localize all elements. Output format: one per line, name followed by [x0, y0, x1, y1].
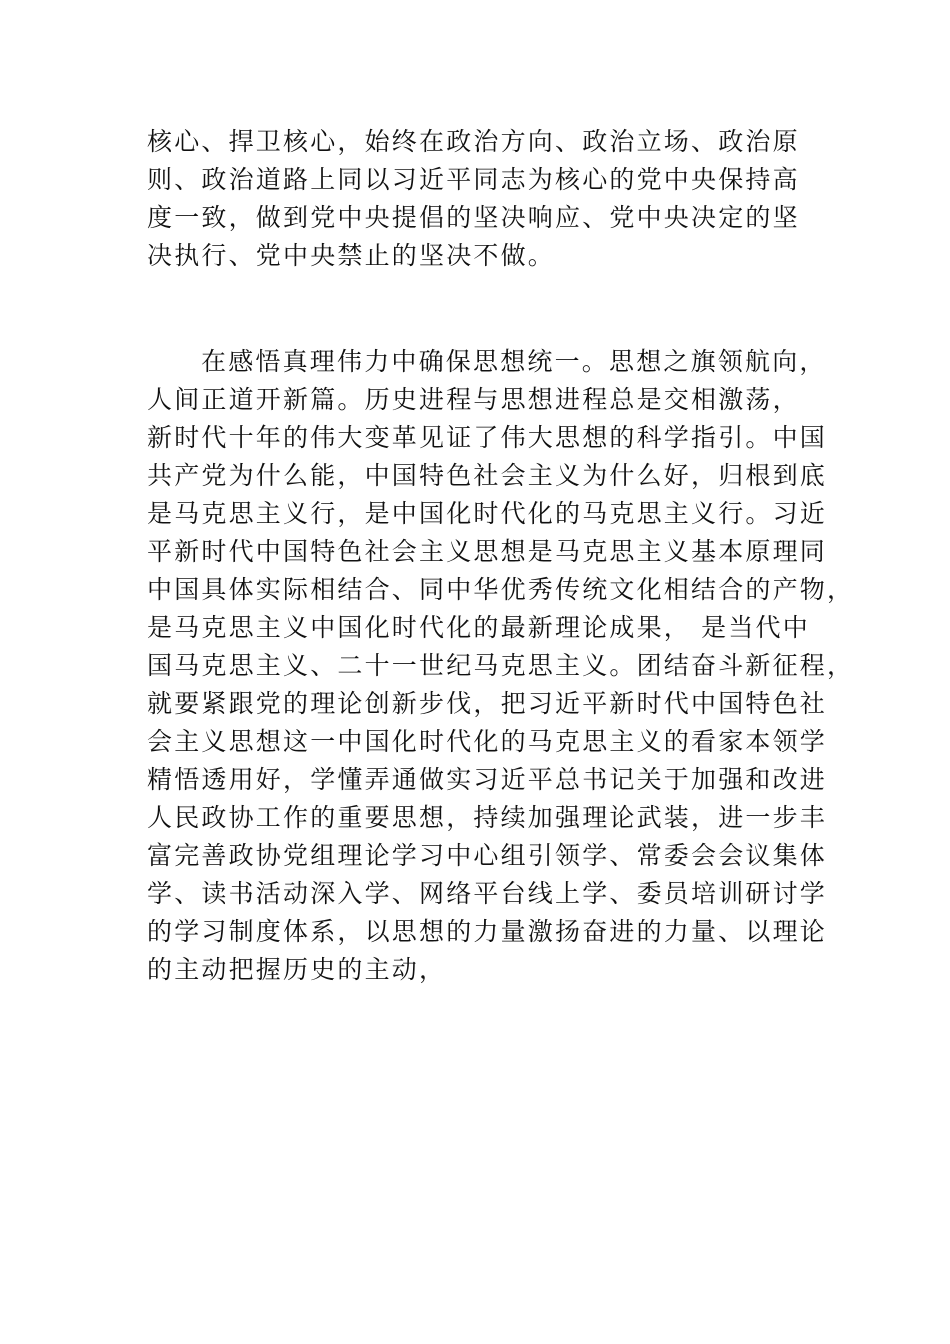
text-line: 就要紧跟党的理论创新步伐，把习近平新时代中国特色社: [147, 689, 828, 718]
text-line: 核心、捍卫核心，始终在政治方向、政治立场、政治原: [147, 127, 800, 156]
text-line: 人民政协工作的重要思想，持续加强理论武装，进一步丰: [147, 803, 828, 832]
text-line: 富完善政协党组理论学习中心组引领学、常委会会议集体: [147, 841, 828, 870]
text-line: 则、政治道路上同以习近平同志为核心的党中央保持高: [147, 165, 800, 194]
text-line: 精悟透用好，学懂弄通做实习近平总书记关于加强和改进: [147, 765, 828, 794]
text-line: 的学习制度体系，以思想的力量激扬奋进的力量、以理论: [147, 917, 828, 946]
text-line: 是马克思主义中国化时代化的最新理论成果， 是当代中: [147, 613, 810, 642]
text-line: 决执行、党中央禁止的坚决不做。: [147, 241, 556, 270]
text-line: 度一致，做到党中央提倡的坚决响应、党中央决定的坚: [147, 203, 800, 232]
text-line: 学、读书活动深入学、网络平台线上学、委员培训研讨学: [147, 879, 828, 908]
text-line: 国马克思主义、二十一世纪马克思主义。团结奋斗新征程，: [147, 651, 855, 680]
text-line: 平新时代中国特色社会主义思想是马克思主义基本原理同: [147, 537, 828, 566]
text-line: 的主动把握历史的主动，: [147, 955, 447, 984]
text-line: 在感悟真理伟力中确保思想统一。思想之旗领航向，: [201, 347, 827, 376]
text-line: 中国具体实际相结合、同中华优秀传统文化相结合的产物，: [147, 575, 855, 604]
paragraph-thought-unity: [147, 343, 867, 989]
text-line: 共产党为什么能，中国特色社会主义为什么好，归根到底: [147, 461, 828, 490]
text-line: 人间正道开新篇。历史进程与思想进程总是交相激荡，: [147, 385, 800, 414]
text-line: 新时代十年的伟大变革见证了伟大思想的科学指引。中国: [147, 423, 828, 452]
text-line: 会主义思想这一中国化时代化的马克思主义的看家本领学: [147, 727, 828, 756]
paragraph-continuation: [147, 123, 867, 275]
text-line: 是马克思主义行，是中国化时代化的马克思主义行。习近: [147, 499, 828, 528]
